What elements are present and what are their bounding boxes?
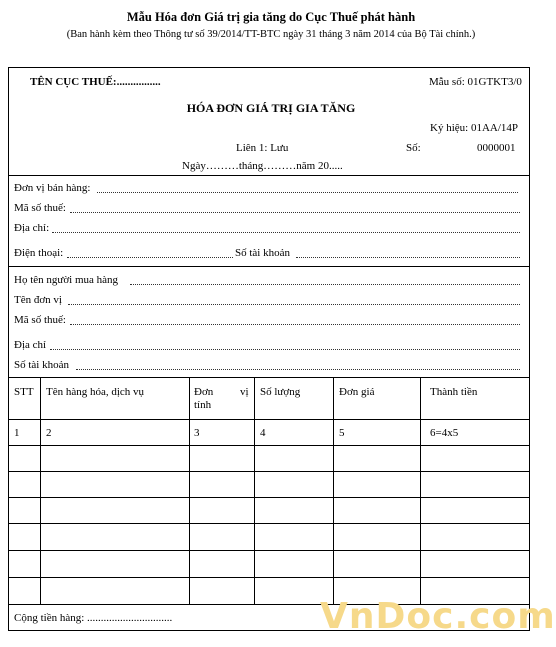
- table-column-border: [333, 377, 334, 604]
- buyer-account-line: [76, 369, 520, 370]
- seller-account-label: Số tài khoản: [235, 247, 290, 259]
- index-cell: 5: [339, 427, 345, 439]
- watermark-text: VnDoc: [320, 596, 455, 637]
- buyer-person-line: [130, 284, 520, 285]
- table-column-border: [420, 377, 421, 604]
- seller-tax-line: [70, 212, 520, 213]
- form-number: Mẫu số: 01GTKT3/0: [429, 76, 522, 88]
- col-header-unit-c: tính: [194, 399, 212, 411]
- buyer-address-label: Địa chỉ: [14, 339, 47, 351]
- table-row-border: [8, 419, 530, 420]
- seller-tax-label: Mã số thuế:: [14, 202, 66, 214]
- divider: [8, 266, 530, 267]
- table-row-border: [8, 471, 530, 472]
- index-cell: 6=4x5: [430, 427, 459, 439]
- table-row-border: [8, 497, 530, 498]
- divider: [8, 175, 530, 176]
- number-label: Số:: [406, 142, 421, 154]
- index-cell: 1: [14, 427, 20, 439]
- col-header-unit-a: Đơn: [194, 386, 214, 398]
- seller-phone-label: Điện thoại:: [14, 247, 64, 259]
- total-label: Cộng tiền hàng: ...............................: [14, 612, 173, 624]
- date-line: Ngày………tháng………năm 20.....: [182, 160, 343, 172]
- buyer-person-label: Họ tên người mua hàng: [14, 274, 119, 286]
- invoice-symbol: Ký hiệu: 01AA/14P: [430, 122, 518, 134]
- table-row-border: [8, 523, 530, 524]
- buyer-unit-line: [68, 304, 520, 305]
- copy-label: Liên 1: Lưu: [236, 142, 289, 154]
- table-top-border: [8, 377, 530, 378]
- buyer-tax-label: Mã số thuế:: [14, 314, 66, 326]
- table-column-border: [189, 377, 190, 604]
- invoice-number: 0000001: [477, 142, 516, 154]
- table-row-border: [8, 550, 530, 551]
- table-row-border: [8, 577, 530, 578]
- document-subtitle: (Ban hành kèm theo Thông tư số 39/2014/TT-BTC ngày 31 tháng 3 năm 2014 của Bộ Tài chính.): [66, 29, 476, 40]
- col-header-amount: Thành tiền: [430, 386, 478, 398]
- vndoc-watermark: [320, 596, 556, 637]
- seller-name-label: Đơn vị bán hàng:: [14, 182, 91, 194]
- table-row-border: [8, 445, 530, 446]
- watermark-suffix: .com: [454, 596, 556, 637]
- seller-phone-line: [67, 257, 233, 258]
- buyer-unit-label: Tên đơn vị: [14, 294, 62, 306]
- seller-address-label: Địa chỉ:: [14, 222, 50, 234]
- seller-address-line: [52, 232, 520, 233]
- col-header-stt: STT: [14, 386, 34, 398]
- seller-account-line: [296, 257, 520, 258]
- tax-agency-label: TÊN CỤC THUẾ:................: [30, 76, 161, 88]
- col-header-unit-b: vị: [240, 386, 249, 398]
- col-header-goods: Tên hàng hóa, dịch vụ: [46, 386, 145, 398]
- buyer-address-line: [50, 349, 520, 350]
- col-header-quantity: Số lượng: [260, 386, 301, 398]
- index-cell: 2: [46, 427, 52, 439]
- table-column-border: [40, 377, 41, 604]
- table-column-border: [254, 377, 255, 604]
- index-cell: 4: [260, 427, 266, 439]
- index-cell: 3: [194, 427, 200, 439]
- document-title: Mẫu Hóa đơn Giá trị gia tăng do Cục Thuế phát hành: [126, 10, 416, 24]
- col-header-price: Đơn giá: [339, 386, 375, 398]
- seller-name-line: [97, 192, 518, 193]
- buyer-tax-line: [70, 324, 520, 325]
- buyer-account-label: Số tài khoản: [14, 359, 69, 371]
- invoice-title: HÓA ĐƠN GIÁ TRỊ GIA TĂNG: [186, 101, 356, 115]
